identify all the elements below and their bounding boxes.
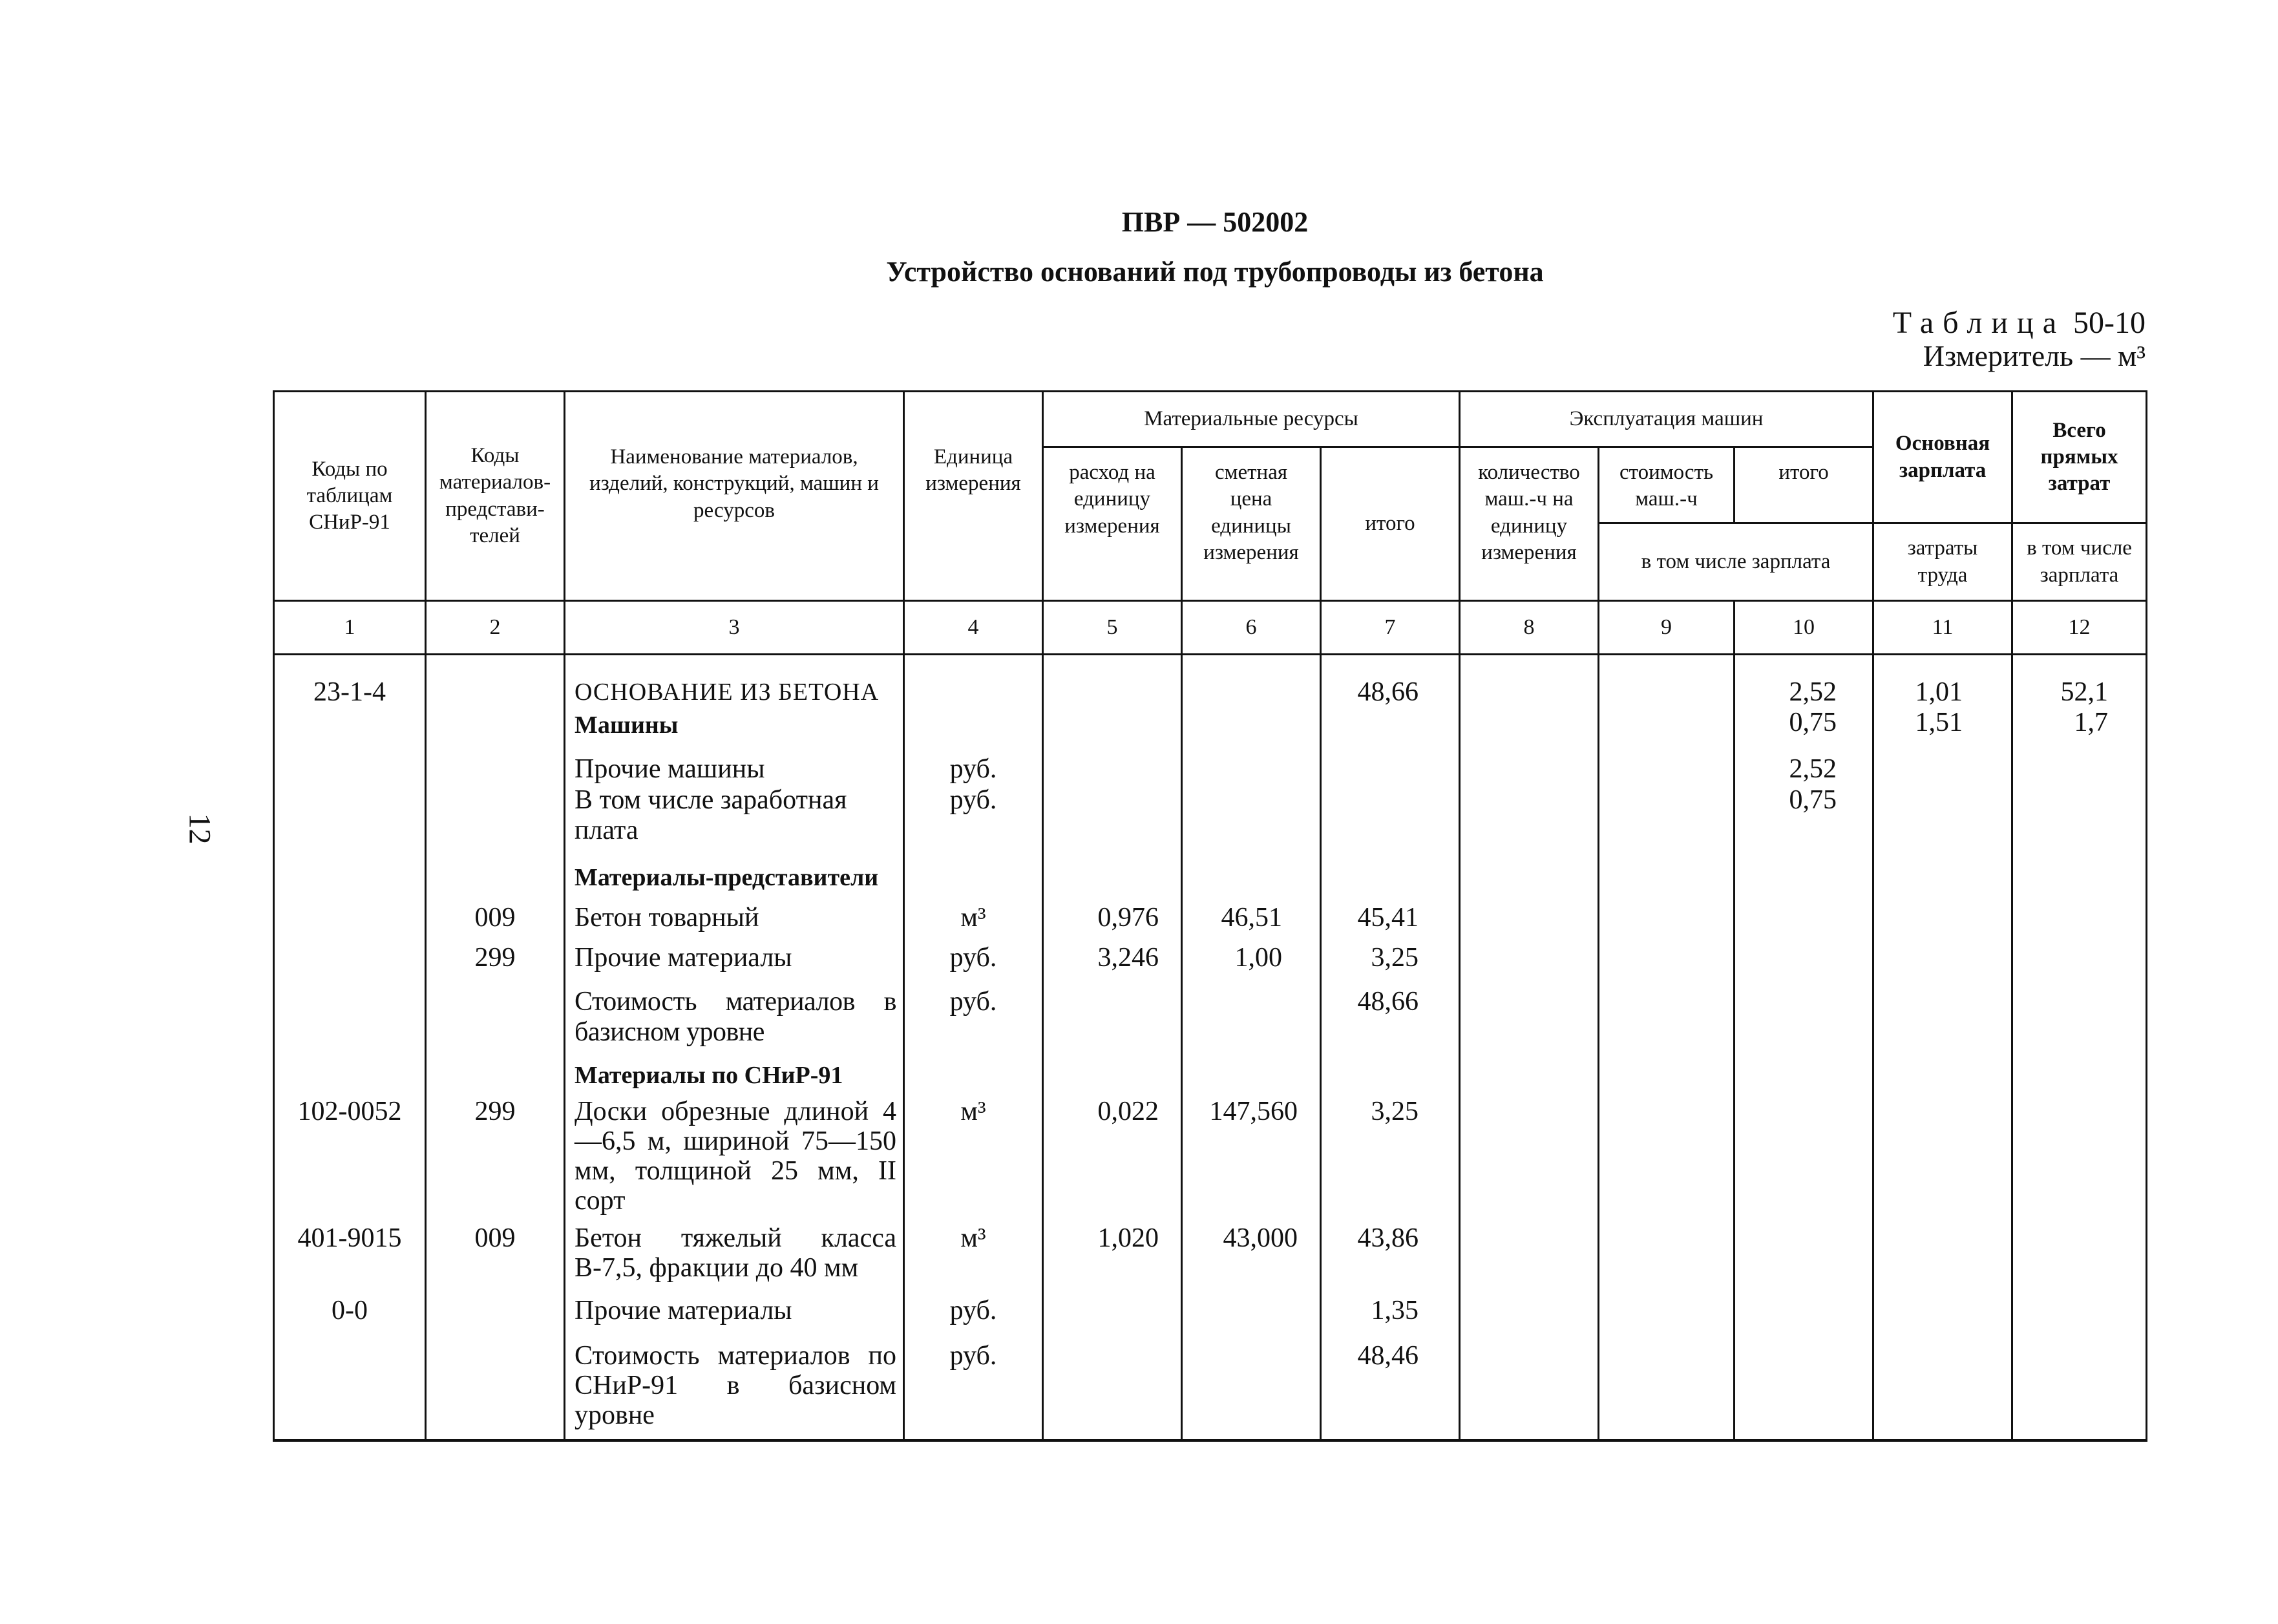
- cell-consumption: 0,022: [1043, 1093, 1182, 1223]
- cell-name: Стоимость материалов в базисном уровне: [565, 987, 904, 1053]
- cell-materials-total: 1,35: [1321, 1296, 1460, 1341]
- cell-material-code: 009: [426, 899, 565, 943]
- document-code: ПВР — 502002: [1121, 206, 1309, 238]
- table-row: [274, 1093, 2147, 1223]
- col-num: 8: [1460, 601, 1599, 655]
- cell-machines-total: 2,52: [1735, 655, 1873, 708]
- cell-name: Прочие машины: [565, 754, 904, 785]
- table-body: [274, 655, 2147, 1441]
- document-title: Устройство оснований под трубопроводы из бетона: [886, 256, 1544, 288]
- cell-unit-price: 46,51: [1182, 899, 1321, 943]
- cell-unit: руб.: [904, 1341, 1043, 1440]
- cell-materials-total: 3,25: [1321, 1093, 1460, 1223]
- table-row: [274, 943, 2147, 987]
- cell-code: 401-9015: [274, 1223, 426, 1296]
- header-including-salary-total: в том числе зарплата: [2012, 523, 2147, 601]
- cell-base-salary: 1,51: [1873, 708, 2012, 754]
- cell-name: В том числе заработная плата: [565, 785, 904, 858]
- col-num: 4: [904, 601, 1043, 655]
- table-row: [274, 754, 2147, 785]
- col-num: 7: [1321, 601, 1460, 655]
- cell-code: 102-0052: [274, 1093, 426, 1223]
- table-row: [274, 785, 2147, 858]
- page-number: 12: [182, 813, 217, 845]
- table-label: Таблица: [1892, 306, 2066, 340]
- section-machines: Машины: [565, 708, 904, 754]
- header-materials-total: итого: [1321, 447, 1460, 601]
- cell-unit-price: 147,560: [1182, 1093, 1321, 1223]
- col-num: 5: [1043, 601, 1182, 655]
- cell-materials-total: 45,41: [1321, 899, 1460, 943]
- cell-materials-total: 48,66: [1321, 655, 1460, 708]
- resources-table: [273, 390, 2147, 1442]
- cell-name: Бетон товарный: [565, 899, 904, 943]
- cell-unit: руб.: [904, 987, 1043, 1053]
- table-row: [274, 1053, 2147, 1093]
- col-num: 11: [1873, 601, 2012, 655]
- header-including-salary: в том числе зарплата: [1599, 523, 1873, 601]
- cell-unit: руб.: [904, 754, 1043, 785]
- header-labor-cost: затраты труда: [1873, 523, 2012, 601]
- col-num: 10: [1735, 601, 1873, 655]
- table-number-value: 50-10: [2073, 306, 2146, 340]
- cell-unit: м³: [904, 1223, 1043, 1296]
- table-row: [274, 1296, 2147, 1341]
- cell-materials-total: 3,25: [1321, 943, 1460, 987]
- cell-material-code: 299: [426, 1093, 565, 1223]
- cell-unit: руб.: [904, 785, 1043, 858]
- header-material-resources: Материальные ресурсы: [1043, 392, 1460, 447]
- cell-consumption: 1,020: [1043, 1223, 1182, 1296]
- section-representative-materials: Материалы-представители: [565, 858, 904, 899]
- header-total-direct: Всего прямых затрат: [2012, 392, 2147, 523]
- cell-machines-total: 0,75: [1735, 708, 1873, 754]
- cell-consumption: 3,246: [1043, 943, 1182, 987]
- cell-base-salary: 1,01: [1873, 655, 2012, 708]
- header-codes-materials: Коды материалов-представи-телей: [426, 392, 565, 601]
- cell-code: 0-0: [274, 1296, 426, 1341]
- col-num: 3: [565, 601, 904, 655]
- cell-total-direct: 52,1: [2012, 655, 2147, 708]
- cell-total-direct: 1,7: [2012, 708, 2147, 754]
- cell-machines-total: 0,75: [1735, 785, 1873, 858]
- col-num: 12: [2012, 601, 2147, 655]
- cell-unit: м³: [904, 1093, 1043, 1223]
- column-numbers-row: [274, 601, 2147, 655]
- cell-material-code: 009: [426, 1223, 565, 1296]
- cell-unit: руб.: [904, 1296, 1043, 1341]
- cell-materials-total: 48,66: [1321, 987, 1460, 1053]
- cell-material-code: 299: [426, 943, 565, 987]
- cell-name: Прочие материалы: [565, 1296, 904, 1341]
- table-row: [274, 858, 2147, 899]
- cell-name: Прочие материалы: [565, 943, 904, 987]
- table-row: [274, 1223, 2147, 1296]
- header-unit: Единица измерения: [904, 392, 1043, 601]
- col-num: 1: [274, 601, 426, 655]
- cell-unit: руб.: [904, 943, 1043, 987]
- cell-consumption: 0,976: [1043, 899, 1182, 943]
- cell-name: Доски обрезные длиной 4—6,5 м, шириной 75—150 мм, толщиной 25 мм, II сорт: [565, 1093, 904, 1223]
- cell-name: Стоимость материалов по СНиР-91 в базисном уровне: [565, 1341, 904, 1440]
- table-row: [274, 1341, 2147, 1440]
- header-machine-hours: количество маш.-ч на единицу измерения: [1460, 447, 1599, 601]
- cell-materials-total: 48,46: [1321, 1341, 1460, 1440]
- cell-materials-total: 43,86: [1321, 1223, 1460, 1296]
- col-num: 9: [1599, 601, 1735, 655]
- table-row: [274, 708, 2147, 754]
- header-base-salary: Основная зарплата: [1873, 392, 2012, 523]
- table-number: [1893, 305, 2146, 341]
- header-unit-price: сметная цена единицы измерения: [1182, 447, 1321, 601]
- col-num: 2: [426, 601, 565, 655]
- header-consumption: расход на единицу измерения: [1043, 447, 1182, 601]
- table-row: [274, 655, 2147, 708]
- header-codes-snir: Коды по таблицам СНиР-91: [274, 392, 426, 601]
- cell-code: 23-1-4: [274, 655, 426, 708]
- header-machine-operation: Эксплуатация машин: [1460, 392, 1873, 447]
- measure-unit: Измеритель — м³: [1923, 339, 2146, 372]
- cell-unit-price: 43,000: [1182, 1223, 1321, 1296]
- cell-name: ОСНОВАНИЕ ИЗ БЕТОНА: [565, 655, 904, 708]
- header-machines-total: итого: [1735, 447, 1873, 523]
- cell-name: Бетон тяжелый класса В-7,5, фракции до 40 мм: [565, 1223, 904, 1296]
- table-header: [274, 392, 2147, 655]
- table-row: [274, 987, 2147, 1053]
- table-row: [274, 899, 2147, 943]
- cell-unit: м³: [904, 899, 1043, 943]
- section-materials-snir: Материалы по СНиР-91: [565, 1053, 904, 1093]
- header-name: Наименование материалов, изделий, конструкций, машин и ресурсов: [565, 392, 904, 601]
- header-machine-hour-cost: стоимость маш.-ч: [1599, 447, 1735, 523]
- cell-unit-price: 1,00: [1182, 943, 1321, 987]
- col-num: 6: [1182, 601, 1321, 655]
- cell-machines-total: 2,52: [1735, 754, 1873, 785]
